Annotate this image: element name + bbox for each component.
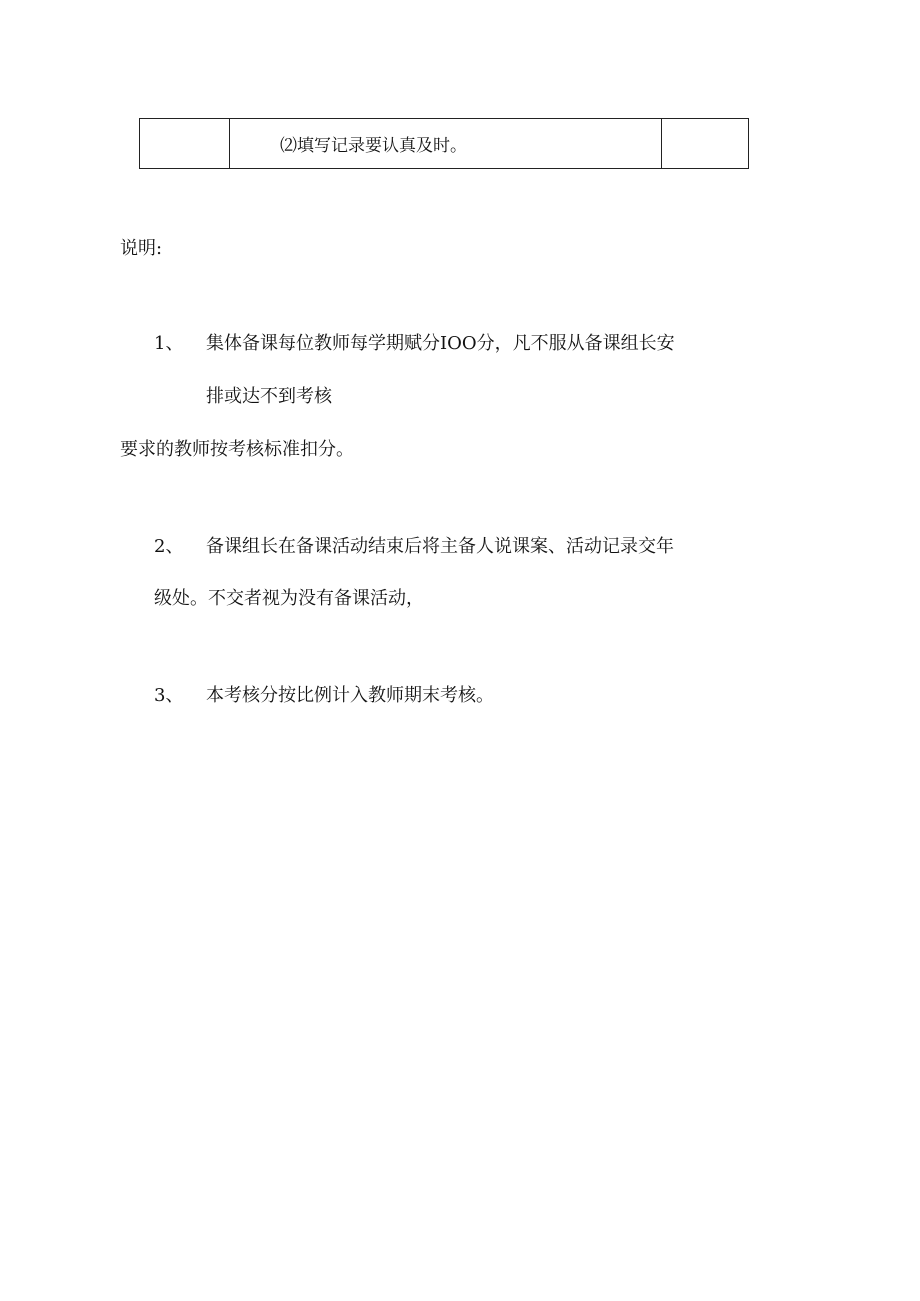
note-item-2-number: 2、 xyxy=(154,536,184,557)
table-cell-category xyxy=(140,119,230,169)
note-item-1-number: 1、 xyxy=(154,333,184,354)
table-cell-criteria: ⑵填写记录要认真及时。 xyxy=(230,119,662,169)
note-item-1-line3: 要求的教师按考核标准扣分。 xyxy=(120,439,354,460)
table-cell-score xyxy=(662,119,749,169)
note-item-1-line2: 排或达不到考核 xyxy=(206,386,332,407)
assessment-table xyxy=(139,118,749,169)
note-item-1-first-line xyxy=(154,332,675,356)
note-item-2-line2: 级处。不交者视为没有备课活动， xyxy=(154,588,424,609)
note-item-1-text: 集体备课每位教师每学期赋分IOO分，凡不服从备课组长安 xyxy=(206,333,675,354)
table-row xyxy=(140,119,749,169)
note-item-3-number: 3、 xyxy=(154,685,184,706)
note-item-2-first-line xyxy=(154,535,674,559)
notes-heading: 说明: xyxy=(120,238,163,259)
note-item-3-text: 本考核分按比例计入教师期末考核。 xyxy=(206,685,494,706)
note-item-2-text: 备课组长在备课活动结束后将主备人说课案、活动记录交年 xyxy=(206,536,674,557)
note-item-3 xyxy=(154,684,494,708)
